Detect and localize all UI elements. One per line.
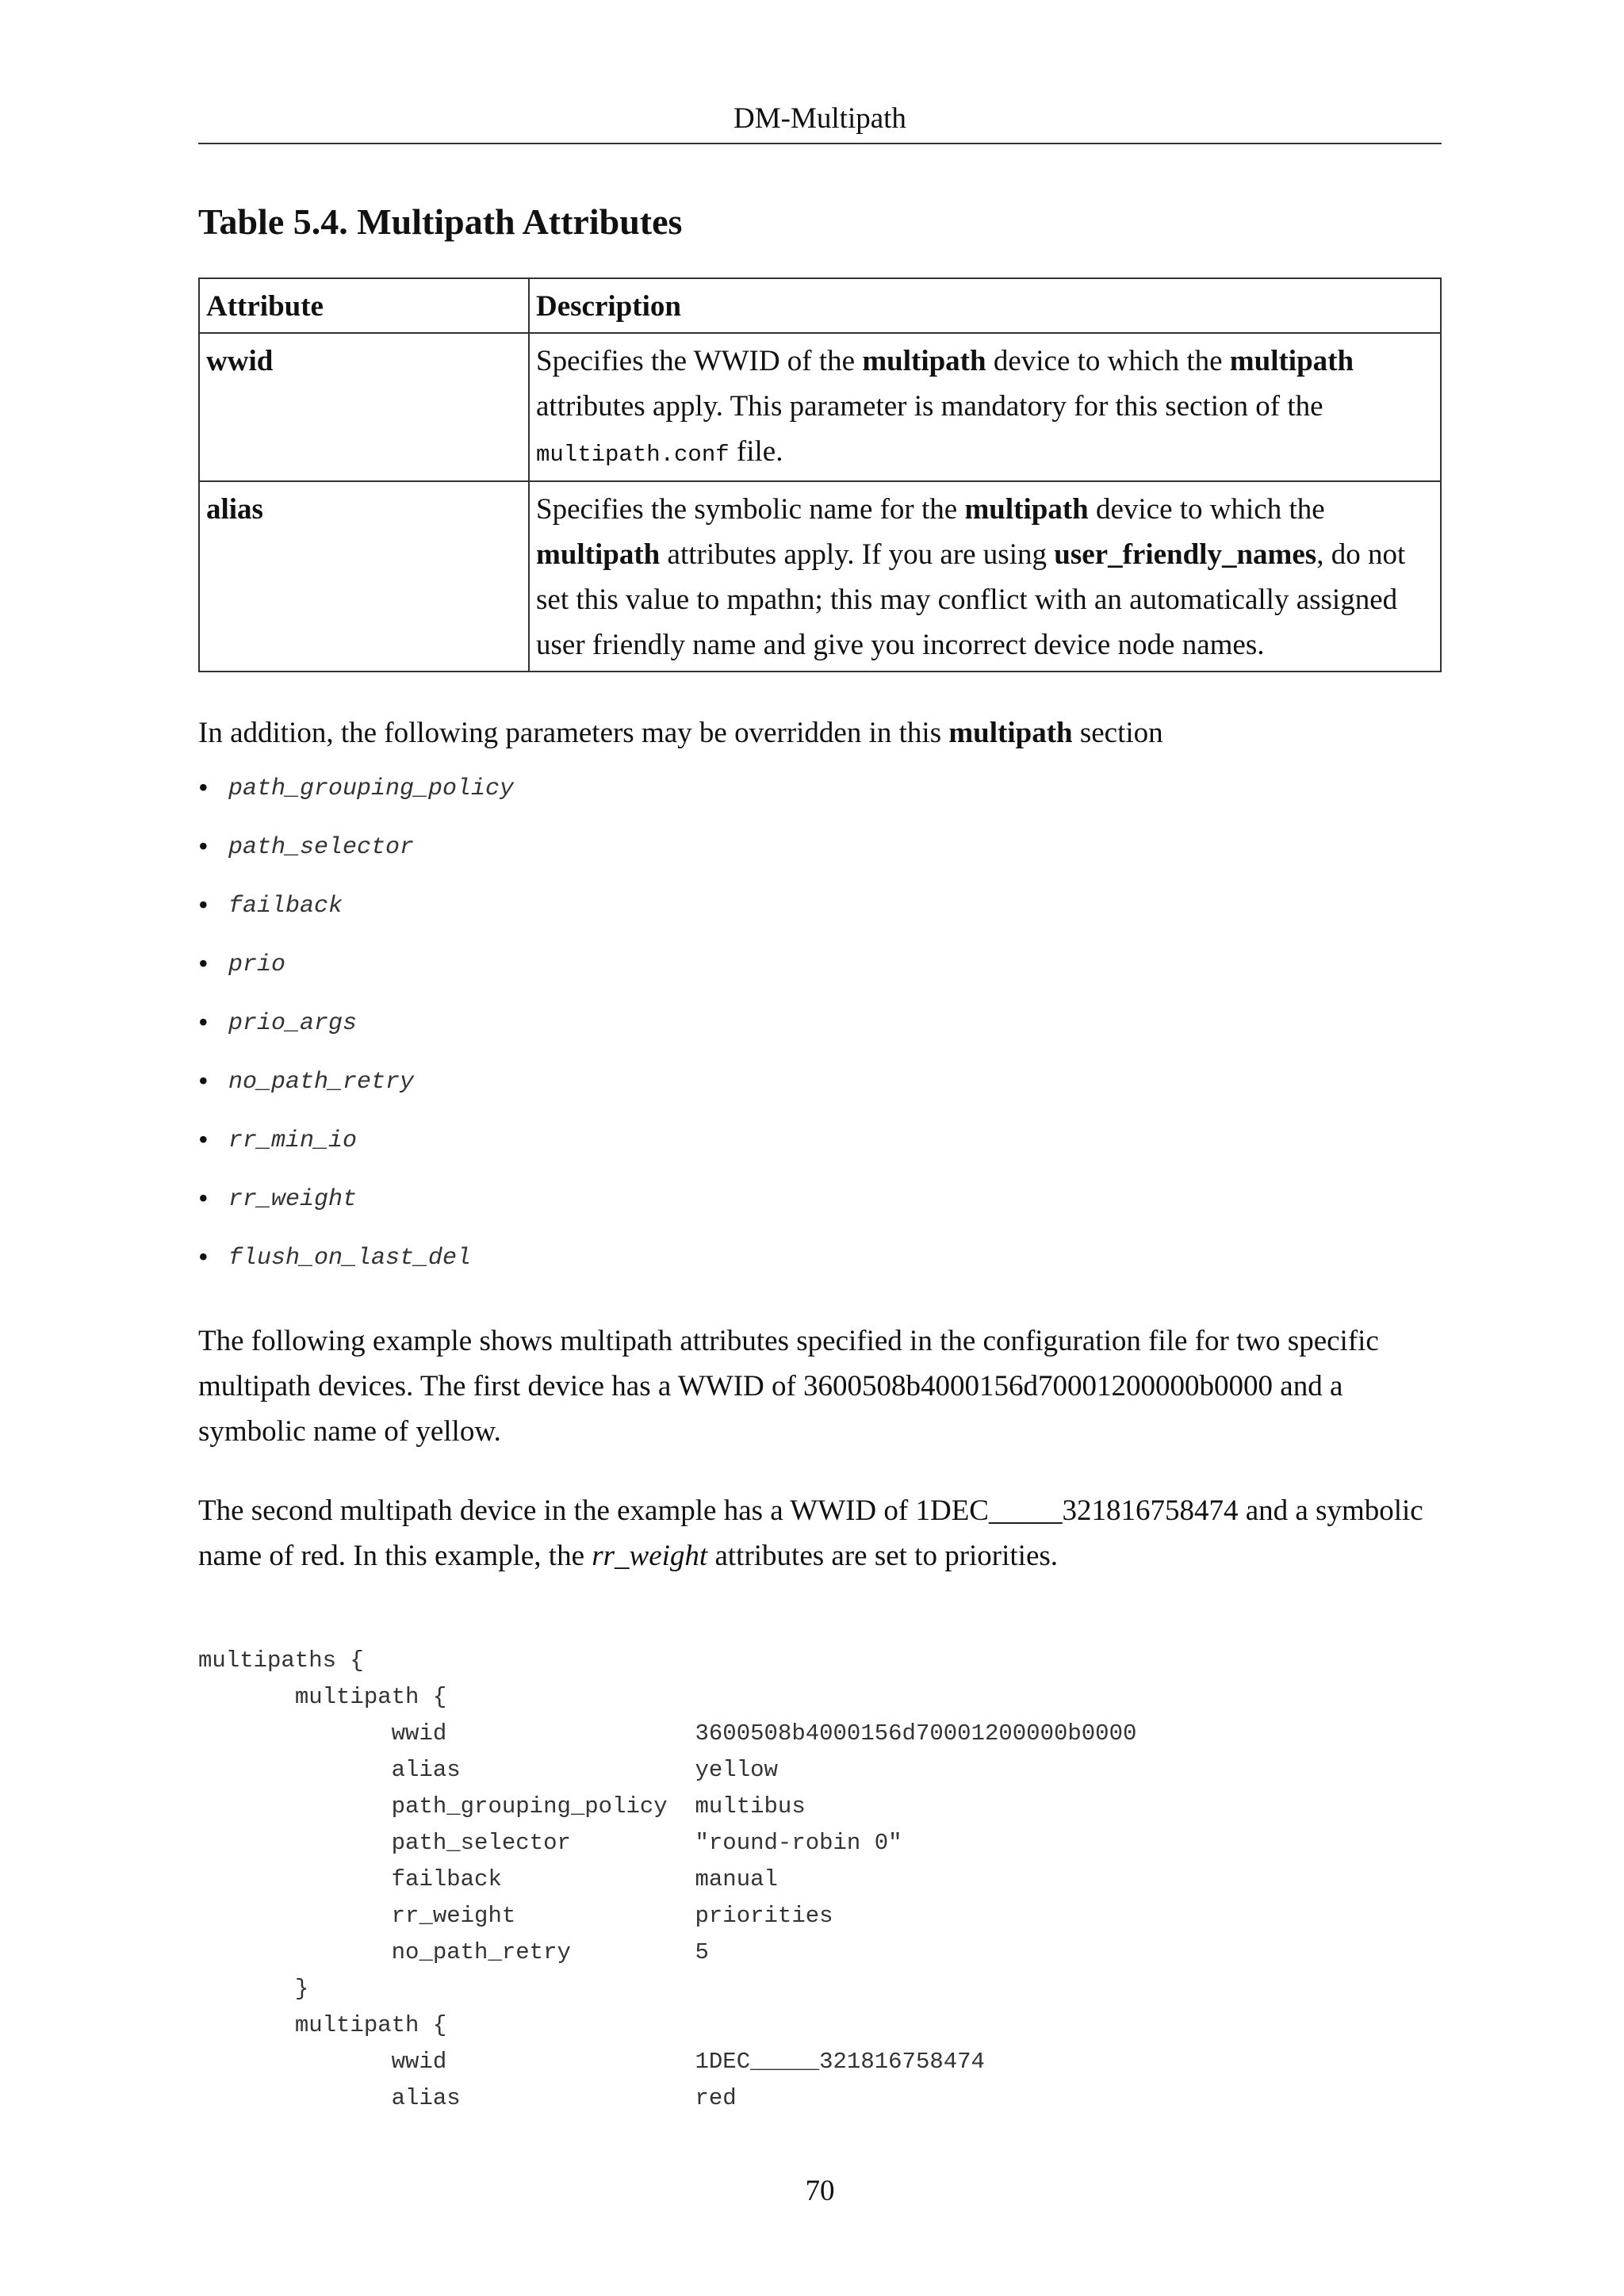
config-file-name: multipath.conf	[536, 442, 730, 468]
bullet-icon: •	[198, 771, 209, 803]
description-bold: multipath	[964, 493, 1089, 526]
table-title: Table 5.4. Multipath Attributes	[198, 201, 683, 242]
header-rule	[198, 143, 1442, 144]
column-header-description: Description	[529, 278, 1441, 333]
bullet-icon: •	[198, 1006, 209, 1038]
list-item	[198, 890, 514, 949]
description-text: device to which the	[1088, 493, 1325, 526]
example-description-paragraph: The following example shows multipath attributes specified in the configuration file for two specific multipath devices. The first device has a WWID of 3600508b4000156d70001200000b0000 and a symbolic name of yellow.	[198, 1325, 1379, 1448]
attribute-description	[529, 333, 1441, 481]
bullet-icon: •	[198, 889, 209, 920]
document-page	[198, 0, 1442, 2296]
parameter-name: flush_on_last_del	[228, 1245, 472, 1272]
bullet-icon: •	[198, 1241, 209, 1272]
description-text: attributes apply. If you are using	[660, 538, 1055, 571]
description-text: attributes apply. This parameter is mandatory for this section of the	[536, 390, 1323, 423]
bullet-icon: •	[198, 1182, 209, 1214]
list-item	[198, 1008, 514, 1066]
table-row	[199, 333, 1441, 481]
bullet-icon: •	[198, 1065, 209, 1096]
paragraph-tail: attributes are set to priorities.	[707, 1540, 1059, 1572]
description-bold: multipath	[536, 538, 661, 571]
config-code-example: multipaths { multipath { wwid 3600508b4000156d70001200000b0000 alias yellow path_grouping_policy multibus path_selector "round-robin 0" failback manual rr_weight priorities no_path_retry 5 } multipath { wwid 1DEC_____321816758474 alias red	[198, 1647, 1137, 2111]
paragraph-italic: rr_weight	[592, 1540, 708, 1572]
parameter-name: path_selector	[228, 834, 415, 861]
description-text: Specifies the symbolic name for the	[536, 493, 965, 526]
intro-paragraph	[198, 710, 1163, 756]
list-item	[198, 832, 514, 890]
table-header-row	[199, 278, 1441, 333]
list-item	[198, 773, 514, 832]
parameter-name: rr_min_io	[228, 1127, 358, 1154]
parameter-name: rr_weight	[228, 1186, 358, 1213]
description-bold: multipath	[1229, 345, 1354, 377]
list-item	[198, 949, 514, 1008]
list-item	[198, 1066, 514, 1125]
intro-text: In addition, the following parameters may be overridden in this	[198, 717, 949, 749]
description-text: Specifies the WWID of the	[536, 345, 863, 377]
multipath-attributes-table	[198, 277, 1442, 672]
list-item	[198, 1184, 514, 1242]
parameter-name: failback	[228, 893, 343, 920]
description-bold: multipath	[862, 345, 986, 377]
parameter-name: prio_args	[228, 1010, 358, 1037]
second-device-paragraph	[198, 1488, 1442, 1578]
bullet-icon: •	[198, 947, 209, 979]
paragraph-text: The second multipath device in the example has a WWID of 1DEC_____321816758474 and a symbolic name of red. In this example, the	[198, 1494, 1423, 1572]
table-row	[199, 481, 1441, 672]
parameter-name: prio	[228, 951, 286, 978]
intro-bold: multipath	[948, 717, 1073, 749]
attribute-description	[529, 481, 1441, 672]
description-text: file.	[729, 435, 783, 468]
attribute-name: wwid	[199, 333, 529, 481]
page-number: 70	[805, 2175, 835, 2207]
parameter-name: path_grouping_policy	[228, 775, 515, 802]
bullet-icon: •	[198, 830, 209, 862]
attribute-name: alias	[199, 481, 529, 672]
list-item	[198, 1242, 514, 1301]
intro-tail: section	[1072, 717, 1163, 749]
bullet-icon: •	[198, 1123, 209, 1155]
column-header-attribute: Attribute	[199, 278, 529, 333]
description-bold: user_friendly_names	[1054, 538, 1317, 571]
parameter-name: no_path_retry	[228, 1069, 415, 1096]
description-text: device to which the	[986, 345, 1230, 377]
parameter-list	[198, 773, 514, 1301]
list-item	[198, 1125, 514, 1184]
running-header: DM-Multipath	[733, 102, 906, 135]
description-text: , do not set this value to mpathn; this may conflict with an automatically assigned user friendly name and give you incorrect device node names.	[536, 538, 1406, 661]
